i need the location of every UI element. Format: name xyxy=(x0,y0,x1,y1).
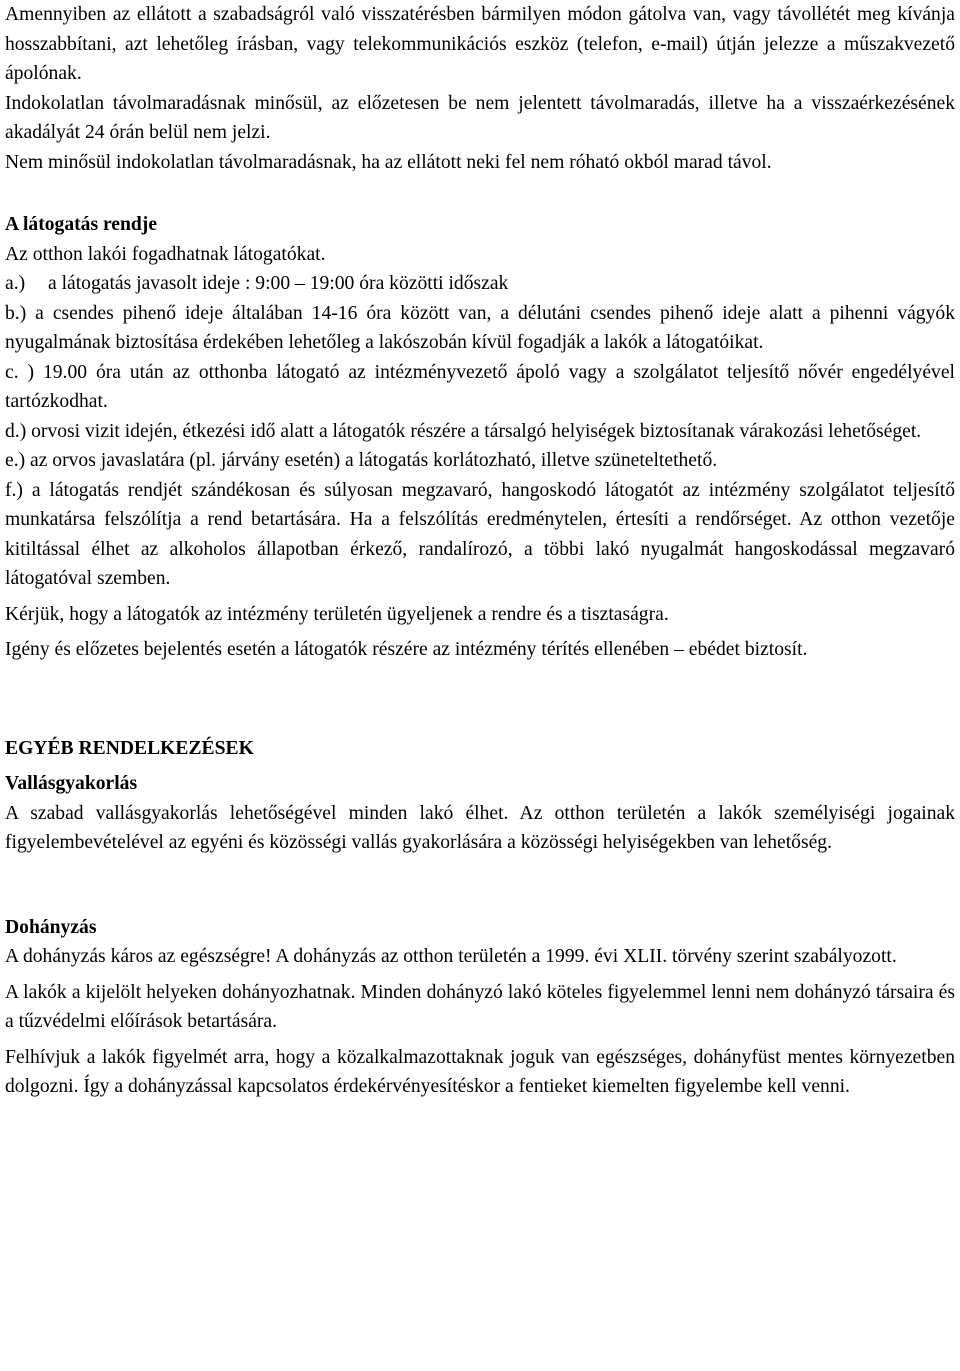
other-provisions-heading: EGYÉB RENDELKEZÉSEK xyxy=(5,737,254,759)
lunch-paragraph: Igény és előzetes bejelentés esetén a látogatók részére az intézmény térítés ellenében – ebédet biztosít. xyxy=(5,639,808,660)
visiting-item-d: d.) orvosi vizit idején, étkezési idő alatt a látogatók részére a társalgó helyiségek biztosítanak várakozási lehetőséget. xyxy=(5,420,922,442)
religion-heading: Vallásgyakorlás xyxy=(5,773,138,794)
visiting-item-e: e.) az orvos javaslatára (pl. járvány esetén) a látogatás korlátozható, illetve szüneteltethető. xyxy=(5,450,718,471)
visiting-item-a xyxy=(5,269,955,299)
religion-paragraph: A szabad vallásgyakorlás lehetőségével minden lakó élhet. Az otthon területén a lakók személyiségi jogainak figyelembevételével az egyéni és közösségi vallás gyakorlására a közösségi helyiségekben van lehetőség. xyxy=(5,802,955,853)
document-page xyxy=(5,0,955,1102)
smoking-paragraph-2: A lakók a kijelölt helyeken dohányozhatnak. Minden dohányzó lakó köteles figyelemmel lenni nem dohányzó társaira és a tűzvédelmi előírások betartására. xyxy=(5,981,955,1032)
visiting-heading: A látogatás rendje xyxy=(5,214,158,235)
smoking-paragraph-3: Felhívjuk a lakók figyelmét arra, hogy a közalkalmazottaknak joguk van egészséges, dohányfüst mentes környezetben dolgozni. Így a dohányzással kapcsolatos érdekérvényesítéskor a fentieket kiemelten figyelembe kell venni. xyxy=(5,1046,955,1097)
visiting-intro: Az otthon lakói fogadhatnak látogatókat. xyxy=(5,243,326,265)
justified-absence-paragraph: Nem minősül indokolatlan távolmaradásnak, ha az ellátott neki fel nem róható okból marad távol. xyxy=(5,151,772,173)
smoking-heading: Dohányzás xyxy=(5,916,97,938)
visiting-item-f: f.) a látogatás rendjét szándékosan és súlyosan megzavaró, hangoskodó látogatót az intézmény szolgálatot teljesítő munkatársa felszólítja a rend betartására. Ha a felszólítás eredménytelen, értesíti a rendőrséget. Az otthon vezetője kitiltással élhet az alkoholos állapotban érkező, randalírozó, a többi lakó nyugalmát hangoskodással megzavaró látogatóval szemben. xyxy=(5,479,955,589)
unjustified-absence-paragraph: Indokolatlan távolmaradásnak minősül, az előzetesen be nem jelentett távolmaradás, illetve ha a visszaérkezésének akadályát 24 órán belül nem jelzi. xyxy=(5,92,955,143)
cleanliness-paragraph: Kérjük, hogy a látogatók az intézmény területén ügyeljenek a rendre és a tisztaságra. xyxy=(5,603,669,625)
absence-notice-paragraph: Amennyiben az ellátott a szabadságról való visszatérésben bármilyen módon gátolva van, vagy távollétét meg kívánja hosszabbítani, azt lehetőleg írásban, vagy telekommunikációs eszköz (telefon, e-mail) útján jelezze a műszakvezető ápolónak. xyxy=(5,4,955,84)
smoking-paragraph-1: A dohányzás káros az egészségre! A dohányzás az otthon területén a 1999. évi XLII. törvény szerint szabályozott. xyxy=(5,946,897,967)
visiting-item-b: b.) a csendes pihenő ideje általában 14-16 óra között van, a délutáni csendes pihenő ideje alatt a pihenni vágyók nyugalmának biztosítása érdekében lehetőleg a lakószobán kívül fogadják a lakók a látogatóikat. xyxy=(5,302,955,353)
visiting-item-c: c. ) 19.00 óra után az otthonba látogató az intézményvezető ápoló vagy a szolgálatot teljesítő nővér engedélyével tartózkodhat. xyxy=(5,361,955,412)
visiting-item-a-label: a.) xyxy=(5,273,26,294)
visiting-item-a-text: a látogatás javasolt ideje : 9:00 – 19:00 óra közötti időszak xyxy=(48,273,509,294)
